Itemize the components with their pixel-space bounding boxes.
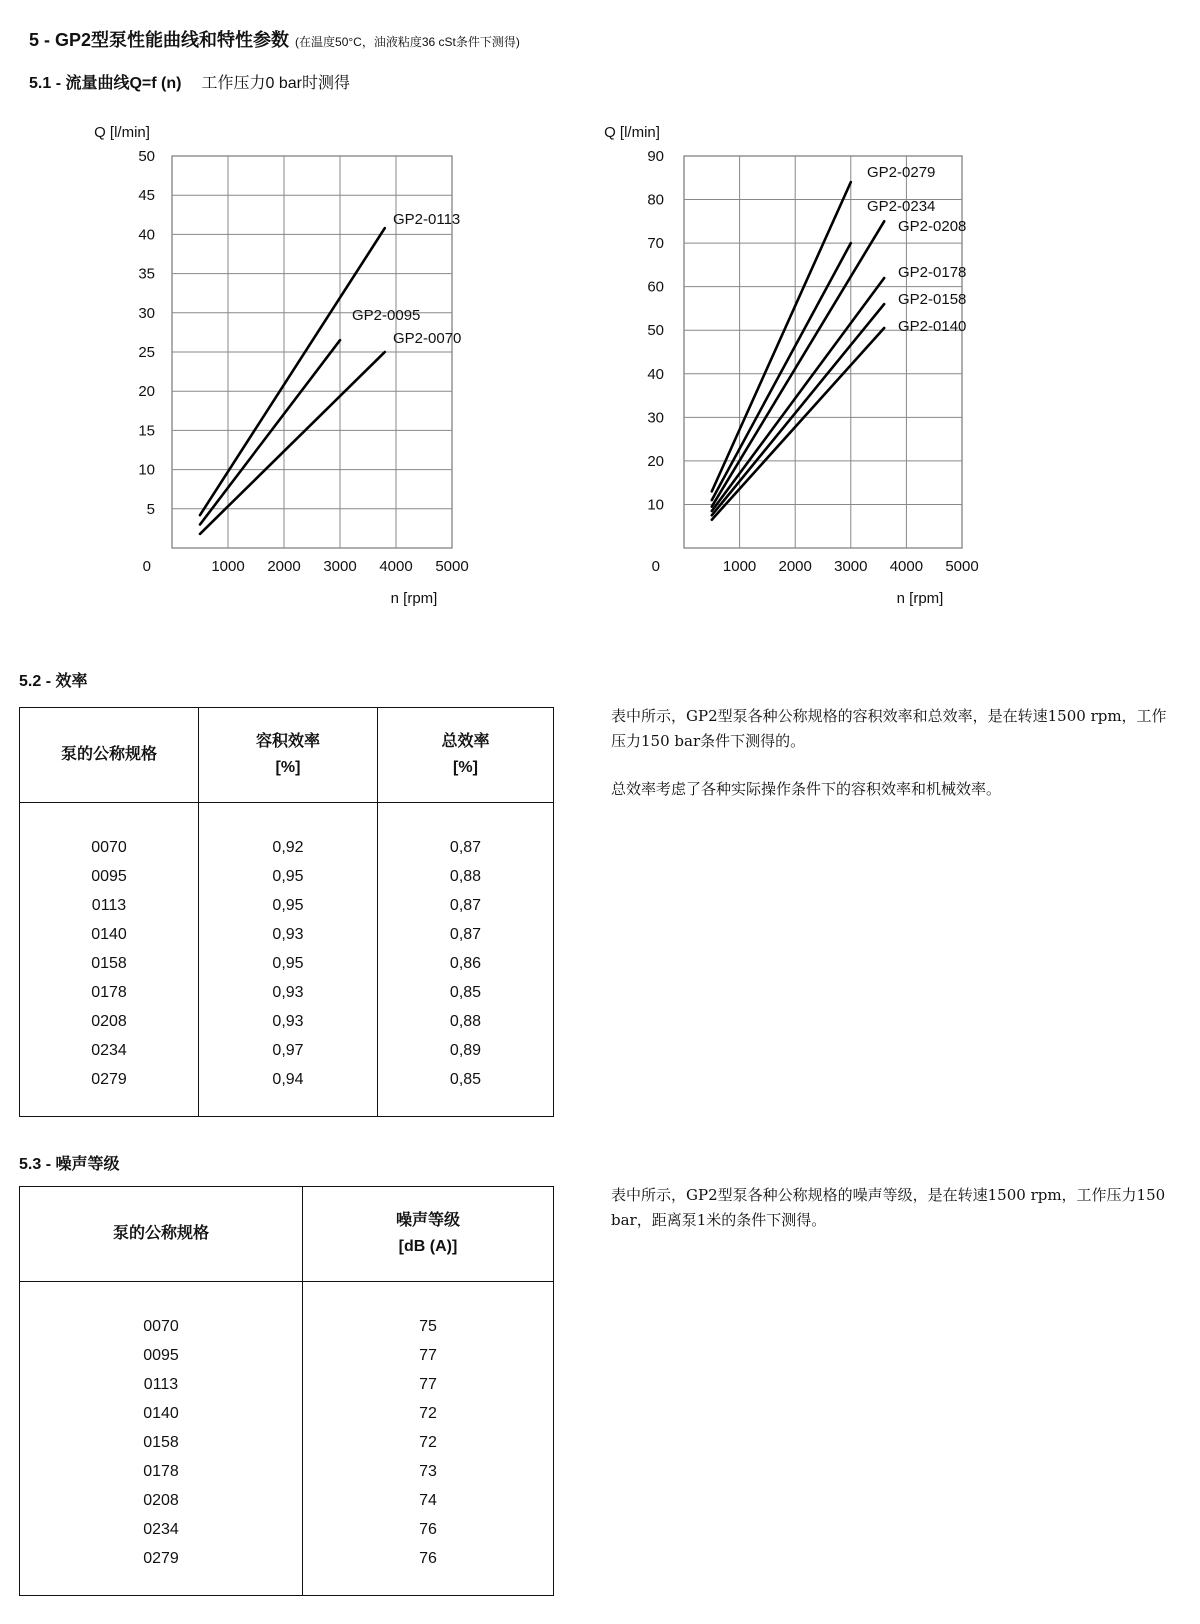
x-tick-label: 0	[142, 558, 151, 575]
x-tick-label: 3000	[834, 558, 868, 575]
efficiency-cell-volumetric: 0,93	[199, 920, 378, 949]
noise-heading: 5.3 - 噪声等级	[19, 1156, 120, 1173]
flow-subtitle-note: 工作压力0 bar时测得	[201, 75, 350, 92]
y-axis-title: Q [l/min]	[94, 124, 150, 141]
series-label: GP2-0140	[898, 318, 967, 335]
noise-cell-size: 0208	[20, 1486, 303, 1515]
noise-row	[20, 1370, 554, 1399]
y-tick-label: 70	[647, 235, 664, 253]
noise-row	[20, 1544, 554, 1596]
noise-cell-level: 75	[303, 1282, 554, 1342]
series-line	[712, 278, 884, 511]
x-tick-label: 1000	[211, 558, 245, 575]
efficiency-row	[20, 1007, 554, 1036]
efficiency-row	[20, 862, 554, 891]
series-label: GP2-0113	[393, 211, 461, 228]
noise-cell-level: 77	[303, 1370, 554, 1399]
noise-cell-size: 0095	[20, 1341, 303, 1370]
efficiency-cell-volumetric: 0,94	[199, 1065, 378, 1117]
noise-cell-level: 73	[303, 1457, 554, 1486]
efficiency-cell-size: 0208	[20, 1007, 199, 1036]
efficiency-row	[20, 891, 554, 920]
noise-cell-level: 76	[303, 1544, 554, 1596]
noise-row	[20, 1515, 554, 1544]
noise-cell-level: 72	[303, 1399, 554, 1428]
noise-cell-size: 0279	[20, 1544, 303, 1596]
efficiency-cell-size: 0113	[20, 891, 199, 920]
y-tick-label: 10	[647, 496, 664, 514]
noise-cell-size: 0178	[20, 1457, 303, 1486]
x-axis-title: n [rpm]	[896, 590, 944, 607]
y-tick-label: 5	[146, 500, 155, 518]
efficiency-cell-volumetric: 0,97	[199, 1036, 378, 1065]
efficiency-cell-volumetric: 0,95	[199, 891, 378, 920]
y-axis-title: Q [l/min]	[604, 124, 660, 141]
flow-chart-large	[0, 0, 1200, 640]
y-tick-label: 40	[647, 365, 664, 383]
efficiency-row	[20, 803, 554, 863]
efficiency-note-2: 总效率考虑了各种实际操作条件下的容积效率和机械效率。	[611, 780, 1002, 798]
noise-note: 表中所示，GP2型泵各种公称规格的噪声等级，是在转速1500 rpm，工作压力150 bar，距离泵1米的条件下测得。	[611, 1186, 1166, 1229]
x-tick-label: 4000	[889, 558, 924, 575]
x-tick-label: 1000	[722, 558, 757, 575]
x-tick-label: 0	[651, 558, 660, 575]
noise-row	[20, 1457, 554, 1486]
series-label: GP2-0158	[898, 291, 967, 308]
noise-cell-size: 0158	[20, 1428, 303, 1457]
efficiency-row	[20, 978, 554, 1007]
efficiency-cell-size: 0070	[20, 803, 199, 863]
efficiency-cell-total: 0,88	[378, 1007, 554, 1036]
efficiency-row	[20, 920, 554, 949]
y-tick-label: 25	[138, 344, 155, 361]
efficiency-note-1: 表中所示，GP2型泵各种公称规格的容积效率和总效率，是在转速1500 rpm，工作压力150 bar条件下测得的。	[611, 707, 1167, 750]
series-line	[712, 304, 884, 515]
noise-cell-level: 76	[303, 1515, 554, 1544]
efficiency-table	[19, 707, 554, 1117]
section-title-note: (在温度50°C，油液粘度36 cSt条件下测得)	[295, 35, 520, 49]
y-tick-label: 40	[138, 226, 155, 244]
noise-cell-level: 74	[303, 1486, 554, 1515]
efficiency-row	[20, 1065, 554, 1117]
efficiency-cell-size: 0140	[20, 920, 199, 949]
efficiency-cell-total: 0,88	[378, 862, 554, 891]
y-tick-label: 50	[647, 322, 664, 340]
x-tick-label: 4000	[379, 558, 413, 575]
y-tick-label: 50	[138, 148, 155, 165]
series-label: GP2-0279	[867, 164, 936, 181]
x-tick-label: 2000	[778, 558, 812, 575]
noise-row	[20, 1341, 554, 1370]
series-label: GP2-0095	[352, 307, 421, 324]
x-tick-label: 5000	[435, 558, 469, 575]
efficiency-cell-volumetric: 0,95	[199, 949, 378, 978]
noise-row	[20, 1282, 554, 1342]
efficiency-col-volumetric: 容积效率 [%]	[199, 708, 378, 803]
y-tick-label: 20	[138, 383, 155, 401]
efficiency-heading: 5.2 - 效率	[19, 673, 88, 690]
flow-subtitle-number: 5.1 - 流量曲线Q=f (n)	[29, 75, 182, 92]
noise-row	[20, 1428, 554, 1457]
x-tick-label: 2000	[267, 558, 301, 575]
efficiency-col-size: 泵的公称规格	[20, 708, 199, 803]
efficiency-cell-total: 0,86	[378, 949, 554, 978]
x-tick-label: 3000	[323, 558, 357, 575]
series-label: GP2-0178	[898, 264, 967, 281]
noise-col-level: 噪声等级 [dB (A)]	[303, 1187, 554, 1282]
y-tick-label: 20	[647, 452, 664, 470]
efficiency-col-total: 总效率 [%]	[378, 708, 554, 803]
series-label: GP2-0234	[867, 198, 936, 215]
efficiency-cell-volumetric: 0,95	[199, 862, 378, 891]
efficiency-cell-total: 0,85	[378, 978, 554, 1007]
series-line	[712, 328, 884, 520]
noise-cell-size: 0113	[20, 1370, 303, 1399]
efficiency-cell-total: 0,87	[378, 803, 554, 863]
efficiency-cell-volumetric: 0,93	[199, 1007, 378, 1036]
section-title: 5 - GP2型泵性能曲线和特性参数	[29, 30, 290, 50]
series-label: GP2-0070	[393, 330, 462, 347]
efficiency-cell-volumetric: 0,93	[199, 978, 378, 1007]
efficiency-cell-size: 0279	[20, 1065, 199, 1117]
efficiency-row	[20, 1036, 554, 1065]
series-line	[712, 182, 851, 491]
noise-cell-size: 0234	[20, 1515, 303, 1544]
noise-cell-level: 72	[303, 1428, 554, 1457]
y-tick-label: 45	[138, 187, 155, 205]
noise-row	[20, 1486, 554, 1515]
noise-col-size: 泵的公称规格	[20, 1187, 303, 1282]
noise-cell-size: 0140	[20, 1399, 303, 1428]
series-label: GP2-0208	[898, 218, 967, 235]
y-tick-label: 30	[138, 304, 155, 322]
noise-row	[20, 1399, 554, 1428]
y-tick-label: 15	[138, 422, 155, 440]
efficiency-cell-size: 0158	[20, 949, 199, 978]
y-tick-label: 10	[138, 461, 155, 479]
y-tick-label: 60	[647, 278, 664, 296]
efficiency-cell-size: 0234	[20, 1036, 199, 1065]
efficiency-cell-total: 0,85	[378, 1065, 554, 1117]
efficiency-cell-total: 0,87	[378, 891, 554, 920]
efficiency-cell-volumetric: 0,92	[199, 803, 378, 863]
noise-cell-level: 77	[303, 1341, 554, 1370]
y-tick-label: 35	[138, 265, 155, 283]
x-axis-title: n [rpm]	[390, 590, 438, 607]
noise-cell-size: 0070	[20, 1282, 303, 1342]
y-tick-label: 30	[647, 409, 664, 427]
efficiency-cell-size: 0095	[20, 862, 199, 891]
efficiency-cell-total: 0,89	[378, 1036, 554, 1065]
y-tick-label: 90	[647, 148, 664, 165]
efficiency-cell-size: 0178	[20, 978, 199, 1007]
x-tick-label: 5000	[945, 558, 979, 575]
efficiency-cell-total: 0,87	[378, 920, 554, 949]
series-line	[712, 221, 884, 506]
noise-table	[19, 1186, 554, 1596]
y-tick-label: 80	[647, 191, 664, 209]
efficiency-row	[20, 949, 554, 978]
